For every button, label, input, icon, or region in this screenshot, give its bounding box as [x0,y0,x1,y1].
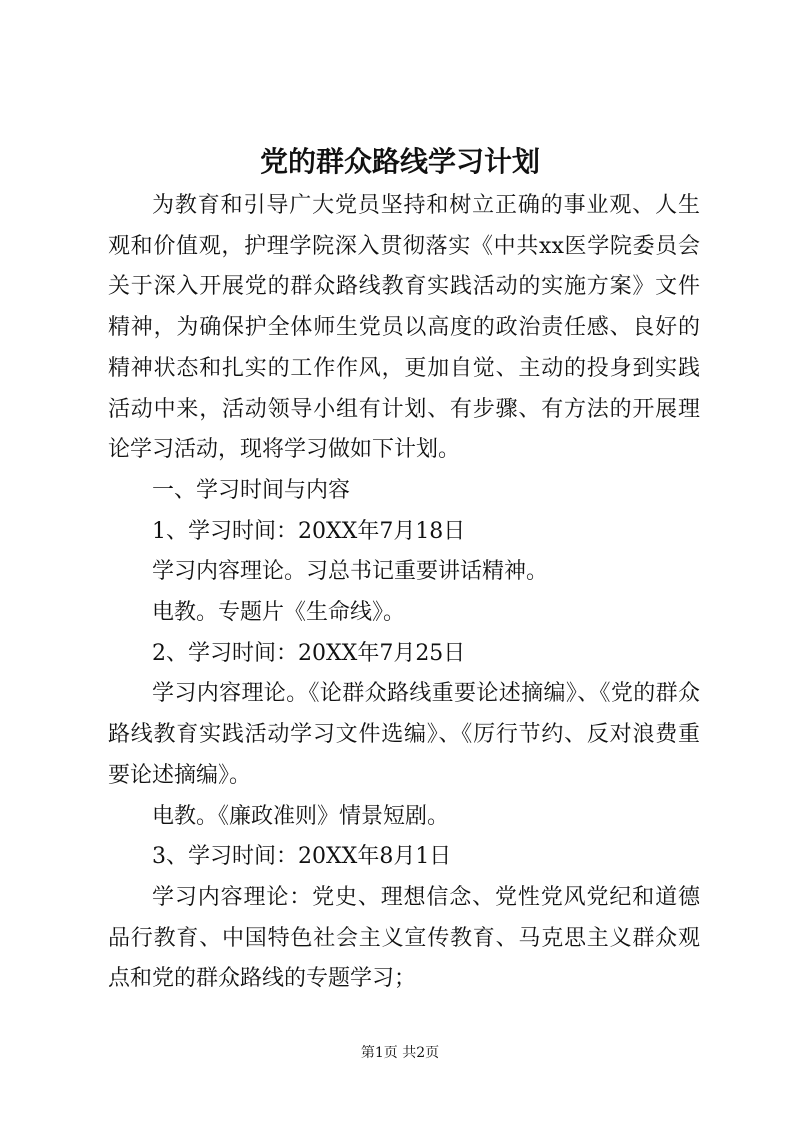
page-number-footer: 第1页 共2页 [360,1045,440,1061]
study-content-2: 学习内容理论。《论群众路线重要论述摘编》、《党的群众路线教育实践活动学习文件选编》、《厉行节约、反对浪费重要论述摘编》。 [108,681,700,788]
paragraph-intro: 为教育和引导广大党员坚持和树立正确的事业观、人生观和价值观，护理学院深入贯彻落实《中共xx医学院委员会关于深入开展党的群众路线教育实践活动的实施方案》文件精神，为确保护全体师生党员以高度的政治责任感、良好的精神状态和扎实的工作作风，更加自觉、主动的投身到实践活动中来，活动领导小组有计划、有步骤、有方法的开展理论学习活动，现将学习做如下计划。 [108,193,700,463]
study-content-1: 学习内容理论。习总书记重要讲话精神。 [152,559,549,585]
study-time-2: 2、学习时间：20XX年7月25日 [152,640,466,666]
video-education-2: 电教。《廉政准则》情景短剧。 [152,803,450,829]
document-body [108,186,700,1000]
document-title: 党的群众路线学习计划 [259,145,540,178]
video-education-1: 电教。专题片《生命线》。 [152,600,406,626]
study-time-1: 1、学习时间：20XX年7月18日 [152,518,466,544]
section-heading-study-time-content: 一、学习时间与内容 [152,477,351,503]
study-time-3: 3、学习时间：20XX年8月1日 [152,844,452,870]
study-content-3: 学习内容理论：党史、理想信念、党性党风党纪和道德品行教育、中国特色社会主义宣传教育、马克思主义群众观点和党的群众路线的专题学习； [108,884,700,992]
